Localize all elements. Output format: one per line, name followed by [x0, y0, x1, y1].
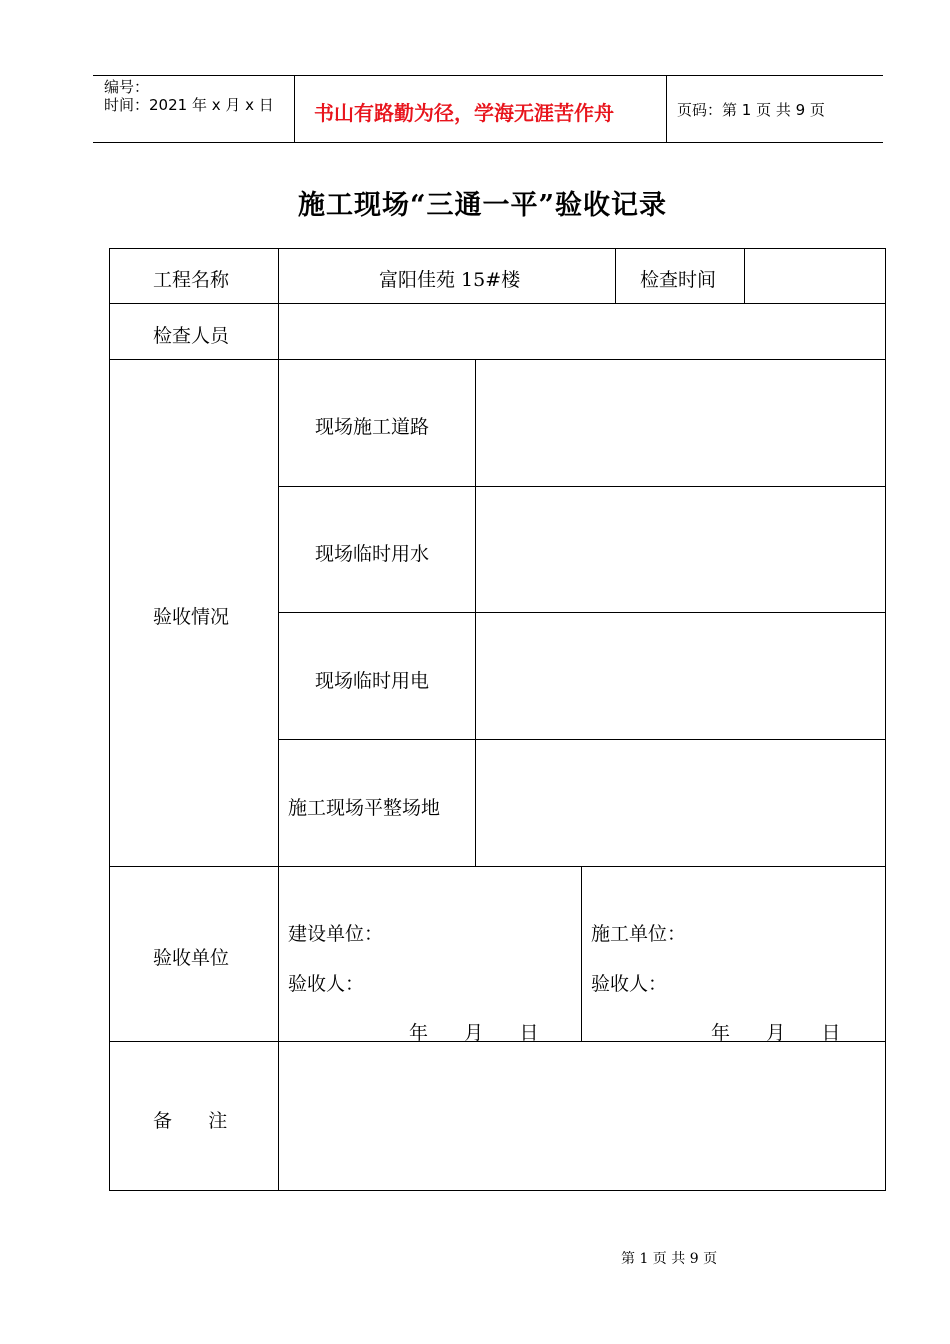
- row-rule-2: [109, 359, 886, 360]
- header-top-rule: [93, 75, 883, 76]
- check-time-label: 检查时间: [640, 269, 717, 291]
- item-label-power: 现场临时用电: [315, 670, 430, 692]
- footer-page-number: 第 1 页 共 9 页: [621, 1251, 718, 1267]
- table-border-bottom: [109, 1190, 886, 1191]
- col-rule-items: [475, 359, 476, 866]
- item-rule-1: [278, 486, 886, 487]
- project-name-label: 工程名称: [153, 269, 230, 291]
- owner-unit-label: 建设单位：: [288, 923, 384, 945]
- project-name-value: 富阳佳苑 15#楼: [379, 269, 521, 291]
- col-rule-check-time-left: [615, 248, 616, 303]
- item-value-water[interactable]: [488, 539, 873, 563]
- col-rule-check-time-right: [744, 248, 745, 303]
- row-rule-3: [109, 866, 886, 867]
- col-rule-units: [581, 866, 582, 1041]
- builder-unit-label: 施工单位：: [591, 923, 687, 945]
- remarks-value[interactable]: [290, 1060, 870, 1170]
- header-bottom-rule: [93, 142, 883, 143]
- table-border-right: [885, 248, 886, 1191]
- check-time-value[interactable]: [755, 265, 875, 289]
- item-label-leveling: 施工现场平整场地: [288, 797, 441, 819]
- page-info: 页码：第 1 页 共 9 页: [677, 101, 825, 119]
- builder-date: 年 月 日: [711, 1022, 841, 1044]
- table-border-left: [109, 248, 110, 1191]
- item-value-leveling[interactable]: [488, 793, 873, 817]
- remarks-label: 备 注: [153, 1110, 228, 1132]
- owner-date: 年 月 日: [409, 1022, 539, 1044]
- item-value-road[interactable]: [488, 412, 873, 436]
- item-label-water: 现场临时用水: [315, 543, 430, 565]
- header-divider-right: [666, 75, 667, 142]
- inspectors-value[interactable]: [290, 321, 870, 345]
- col-rule-label: [278, 248, 279, 1191]
- builder-acceptor-label: 验收人：: [591, 973, 668, 995]
- inspectors-label: 检查人员: [153, 325, 230, 347]
- header-divider-left: [294, 75, 295, 142]
- item-rule-2: [278, 612, 886, 613]
- units-label: 验收单位: [153, 947, 230, 969]
- owner-acceptor-label: 验收人：: [288, 973, 365, 995]
- acceptance-label: 验收情况: [153, 606, 230, 628]
- motto-text: 书山有路勤为径，学海无涯苦作舟: [314, 101, 614, 125]
- item-value-power[interactable]: [488, 666, 873, 690]
- serial-label: 编号：: [104, 78, 150, 96]
- row-rule-1: [109, 303, 886, 304]
- item-rule-3: [278, 739, 886, 740]
- item-label-road: 现场施工道路: [315, 416, 430, 438]
- document-title: 施工现场“三通一平”验收记录: [297, 190, 668, 221]
- table-border-top: [109, 248, 886, 249]
- time-label: 时间：2021 年 x 月 x 日: [104, 96, 274, 114]
